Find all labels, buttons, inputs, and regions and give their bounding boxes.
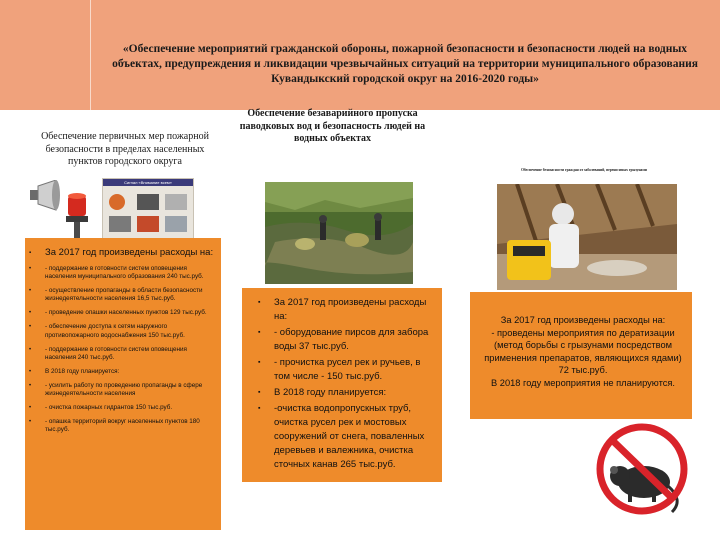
poster-label: Сигнал «Внимание всем» xyxy=(103,179,193,186)
left-heading: Обеспечение первичных мер пожарной безопасности в пределах населенных пунктов городского округа xyxy=(41,131,209,167)
list-item: • - усилить работу по проведению пропаганды в сфере жизнедеятельности населения xyxy=(29,381,203,398)
right-info-box xyxy=(470,292,692,419)
list-item: • - осуществление пропаганды в области безопасности жизнедеятельности населения 16,5 тыс.руб. xyxy=(29,287,203,303)
list-item: ▪ За 2017 год произведены расходы на: xyxy=(29,247,214,258)
header-banner xyxy=(0,0,720,110)
page-title: «Обеспечение мероприятий гражданской обороны, пожарной безопасности и безопасности людей на водных объектах, предупреждения и ликвидации чрезвычайных ситуаций на территории муниципального образования Кувандыкский городской округ на 2016-2020 годы» xyxy=(112,43,698,85)
no-rats-icon xyxy=(592,420,692,518)
list-item: ▪ В 2018 году планируется: xyxy=(258,387,387,398)
list-item: ▪ -очистка водопропускных труб, очистка русел рек и мостовых сооружений от снега, поваленных деревьев и валежника, очистка сточных канав 265 тыс.руб. xyxy=(258,403,425,470)
header-divider xyxy=(90,0,91,110)
middle-info-box xyxy=(242,288,442,482)
list-item: • - проведение опашки населенных пунктов 129 тыс.руб. xyxy=(29,309,207,317)
right-line: За 2017 год произведены расходы на: xyxy=(500,315,666,325)
right-line: - проведены мероприятия по дератизации (метод борьбы с грызунами посредством применения препаратов, являющихся ядами) 72 тыс.руб. xyxy=(484,327,682,376)
alert-poster-image xyxy=(102,178,194,242)
list-item: ▪ За 2017 год произведены расходы на: xyxy=(258,297,427,322)
list-item: • - поддержание в готовности систем оповещения населения 240 тыс.руб. xyxy=(29,345,187,361)
middle-heading: Обеспечение безаварийного пропуска паводковых вод и безопасность людей на водных объектах xyxy=(239,108,426,144)
list-item: • В 2018 году планируется: xyxy=(29,367,120,375)
pest-control-photo xyxy=(497,184,677,290)
list-item: • - поддержание в готовности систем оповещения населения муниципального образования 240 тыс.руб. xyxy=(29,265,204,281)
water-channel-photo xyxy=(265,182,413,284)
list-item: • - очистка пожарных гидрантов 150 тыс.руб. xyxy=(29,404,173,412)
list-item: ▪ - оборудование пирсов для забора воды 37 тыс.руб. xyxy=(258,327,429,352)
left-info-box xyxy=(25,238,221,530)
list-item: • - обеспечение доступа к сетям наружного противопожарного водоснабжения 150 тыс.руб. xyxy=(29,323,185,339)
siren-icon xyxy=(28,180,98,240)
right-heading: Обеспечение безопасности граждан от заболеваний, переносимых грызунами xyxy=(521,168,647,172)
list-item: • - опашка территорий вокруг населенных пунктов 180 тыс.руб. xyxy=(29,418,200,434)
list-item: ▪ - прочистка русел рек и ручьев, в том числе - 150 тыс.руб. xyxy=(258,357,421,382)
right-line: В 2018 году мероприятия не планируются. xyxy=(490,377,675,388)
